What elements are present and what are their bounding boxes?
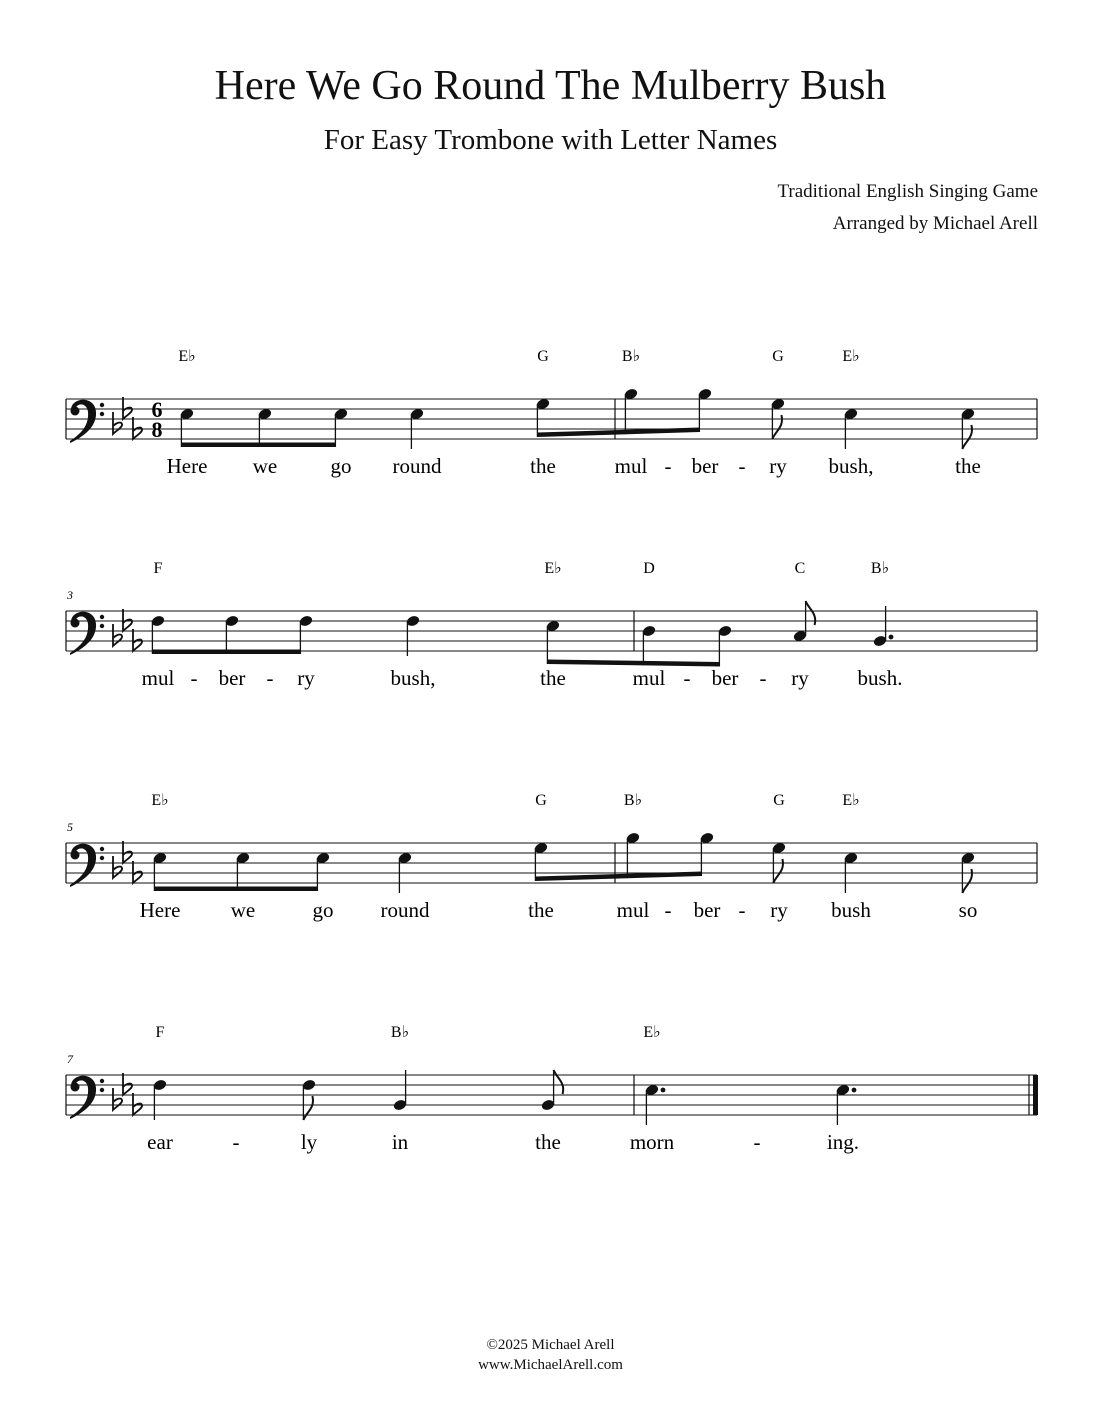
flag-icon bbox=[303, 1096, 313, 1120]
lyric-syllable: ry bbox=[791, 666, 809, 690]
note bbox=[167, 348, 208, 478]
lyric-hyphen: - bbox=[190, 666, 198, 690]
lyric-syllable: the bbox=[955, 454, 981, 478]
note bbox=[829, 348, 874, 478]
augmentation-dot bbox=[661, 1088, 666, 1093]
note bbox=[630, 1024, 675, 1154]
lyric-syllable: the bbox=[540, 666, 566, 690]
lyric-hyphen: - bbox=[753, 1130, 761, 1154]
lyric-syllable: bush, bbox=[390, 666, 436, 690]
lyric-syllable: round bbox=[380, 898, 430, 922]
lyric-syllable: bush, bbox=[828, 454, 874, 478]
chord-letter: D bbox=[643, 560, 655, 577]
note bbox=[391, 1024, 409, 1154]
lyric-syllable: ear bbox=[147, 1130, 173, 1154]
beam-group bbox=[535, 838, 701, 881]
lyric-syllable: the bbox=[530, 454, 556, 478]
lyric-hyphen: - bbox=[738, 898, 746, 922]
chord-letter: F bbox=[153, 560, 163, 577]
page-subtitle: For Easy Trombone with Letter Names bbox=[323, 124, 778, 156]
note bbox=[381, 851, 430, 922]
flat-icon bbox=[133, 1093, 142, 1115]
website-link: www.MichaelArell.com bbox=[478, 1357, 623, 1373]
note bbox=[528, 792, 554, 922]
note bbox=[955, 407, 981, 478]
arranger-credit: Arranged by Michael Arell bbox=[832, 213, 1038, 234]
flat-icon bbox=[113, 856, 122, 878]
lyric-syllable: round bbox=[392, 454, 442, 478]
bass-clef-icon bbox=[70, 844, 96, 887]
chord-letter: E♭ bbox=[178, 348, 196, 365]
beam-group bbox=[537, 394, 699, 437]
beam bbox=[154, 887, 317, 892]
note bbox=[615, 348, 648, 478]
time-signature-bottom: 8 bbox=[151, 417, 163, 442]
note bbox=[712, 624, 739, 690]
chord-letter: G bbox=[537, 348, 549, 365]
lyric-syllable: mul bbox=[141, 666, 175, 690]
chord-letter: G bbox=[535, 792, 547, 809]
chord-letter: B♭ bbox=[623, 792, 643, 809]
bass-clef-dot bbox=[71, 619, 80, 628]
copyright-notice: ©2025 Michael Arell bbox=[486, 1337, 615, 1353]
chord-letter: C bbox=[794, 560, 806, 577]
note bbox=[633, 560, 666, 690]
staff-system bbox=[66, 560, 1037, 690]
lyric-syllable: ry bbox=[770, 898, 788, 922]
measure-number: 5 bbox=[67, 820, 73, 834]
lyric-syllable: we bbox=[230, 898, 256, 922]
bass-clef-dot bbox=[100, 1079, 104, 1083]
chord-letter: F bbox=[155, 1024, 165, 1041]
note bbox=[769, 348, 787, 478]
measure-number: 7 bbox=[67, 1052, 73, 1066]
bass-clef-dot bbox=[71, 1083, 80, 1092]
note bbox=[391, 614, 436, 690]
lyric-syllable: mul bbox=[616, 898, 650, 922]
bass-clef-dot bbox=[100, 412, 104, 416]
chord-letter: B♭ bbox=[870, 560, 890, 577]
lyric-syllable: in bbox=[391, 1130, 409, 1154]
bass-clef-icon bbox=[70, 612, 96, 655]
beam-group bbox=[152, 621, 300, 654]
bass-clef-dot bbox=[100, 403, 104, 407]
chord-letter: E♭ bbox=[544, 560, 562, 577]
bass-clef-dot bbox=[100, 847, 104, 851]
lyric-syllable: Here bbox=[166, 454, 208, 478]
chord-letter: G bbox=[773, 792, 785, 809]
flat-icon bbox=[133, 417, 142, 439]
note bbox=[393, 407, 442, 478]
bass-clef-icon bbox=[70, 400, 96, 443]
note bbox=[692, 387, 719, 478]
bass-clef-dot bbox=[100, 624, 104, 628]
lyric-syllable: ry bbox=[769, 454, 787, 478]
flag-icon bbox=[554, 1070, 564, 1094]
lyric-syllable: ry bbox=[297, 666, 315, 690]
beam bbox=[152, 650, 300, 655]
lyric-syllable: ber bbox=[691, 454, 719, 478]
note bbox=[959, 851, 978, 922]
note bbox=[140, 792, 181, 922]
note bbox=[535, 1070, 563, 1154]
chord-letter: G bbox=[772, 348, 784, 365]
page-title: Here We Go Round The Mulberry Bush bbox=[214, 63, 887, 109]
flat-icon bbox=[133, 629, 142, 651]
augmentation-dot bbox=[889, 635, 894, 640]
flat-icon bbox=[133, 861, 142, 883]
note bbox=[827, 1083, 859, 1154]
flat-icon bbox=[123, 397, 132, 419]
lyric-hyphen: - bbox=[738, 454, 746, 478]
lyric-syllable: bush bbox=[831, 898, 871, 922]
flat-icon bbox=[113, 1088, 122, 1110]
staff-system bbox=[66, 792, 1037, 922]
note bbox=[540, 560, 566, 690]
chord-letter: E♭ bbox=[842, 348, 860, 365]
lyric-syllable: go bbox=[312, 898, 334, 922]
lyric-syllable: mul bbox=[614, 454, 648, 478]
lyric-hyphen: - bbox=[232, 1130, 240, 1154]
chord-letter: E♭ bbox=[842, 792, 860, 809]
note bbox=[147, 1024, 173, 1154]
bass-clef-dot bbox=[100, 615, 104, 619]
lyric-syllable: Here bbox=[139, 898, 181, 922]
staff-system bbox=[66, 1024, 1038, 1154]
beam bbox=[181, 443, 335, 448]
augmentation-dot bbox=[852, 1088, 857, 1093]
lyric-syllable: so bbox=[958, 898, 978, 922]
bass-clef-dot bbox=[71, 407, 80, 416]
note bbox=[791, 560, 815, 690]
flat-icon bbox=[123, 1073, 132, 1095]
note bbox=[770, 792, 788, 922]
bass-clef-dot bbox=[100, 856, 104, 860]
chord-letter: E♭ bbox=[151, 792, 169, 809]
lyric-syllable: we bbox=[252, 454, 278, 478]
lyric-hyphen: - bbox=[664, 898, 672, 922]
chord-letter: E♭ bbox=[643, 1024, 661, 1041]
note bbox=[301, 1078, 318, 1154]
staff-system bbox=[66, 348, 1037, 478]
composer-credit: Traditional English Singing Game bbox=[777, 181, 1038, 202]
lyric-syllable: bush. bbox=[857, 666, 903, 690]
flat-icon bbox=[123, 609, 132, 631]
bass-clef-icon bbox=[70, 1076, 96, 1119]
lyric-syllable: ber bbox=[711, 666, 739, 690]
flat-icon bbox=[113, 624, 122, 646]
measure-number: 3 bbox=[67, 588, 73, 602]
flat-icon bbox=[113, 412, 122, 434]
flat-icon bbox=[123, 841, 132, 863]
final-barline-thick bbox=[1033, 1075, 1038, 1115]
lyric-hyphen: - bbox=[683, 666, 691, 690]
note bbox=[694, 831, 721, 922]
bass-clef-dot bbox=[71, 851, 80, 860]
lyric-syllable: the bbox=[528, 898, 554, 922]
lyric-syllable: mul bbox=[632, 666, 666, 690]
chord-letter: B♭ bbox=[390, 1024, 410, 1041]
time-signature-top: 6 bbox=[151, 397, 163, 422]
lyric-syllable: go bbox=[330, 454, 352, 478]
lyric-syllable: ber bbox=[693, 898, 721, 922]
chord-letter: B♭ bbox=[621, 348, 641, 365]
lyric-syllable: ly bbox=[300, 1130, 318, 1154]
lyric-hyphen: - bbox=[266, 666, 274, 690]
note bbox=[142, 560, 175, 690]
note bbox=[617, 792, 650, 922]
bass-clef-dot bbox=[100, 1088, 104, 1092]
lyric-syllable: ing. bbox=[826, 1130, 860, 1154]
lyric-syllable: the bbox=[535, 1130, 561, 1154]
note bbox=[530, 348, 556, 478]
lyric-hyphen: - bbox=[664, 454, 672, 478]
lyric-hyphen: - bbox=[759, 666, 767, 690]
note bbox=[858, 560, 903, 690]
lyric-syllable: morn bbox=[629, 1130, 675, 1154]
lyric-syllable: ber bbox=[218, 666, 246, 690]
note bbox=[831, 792, 871, 922]
